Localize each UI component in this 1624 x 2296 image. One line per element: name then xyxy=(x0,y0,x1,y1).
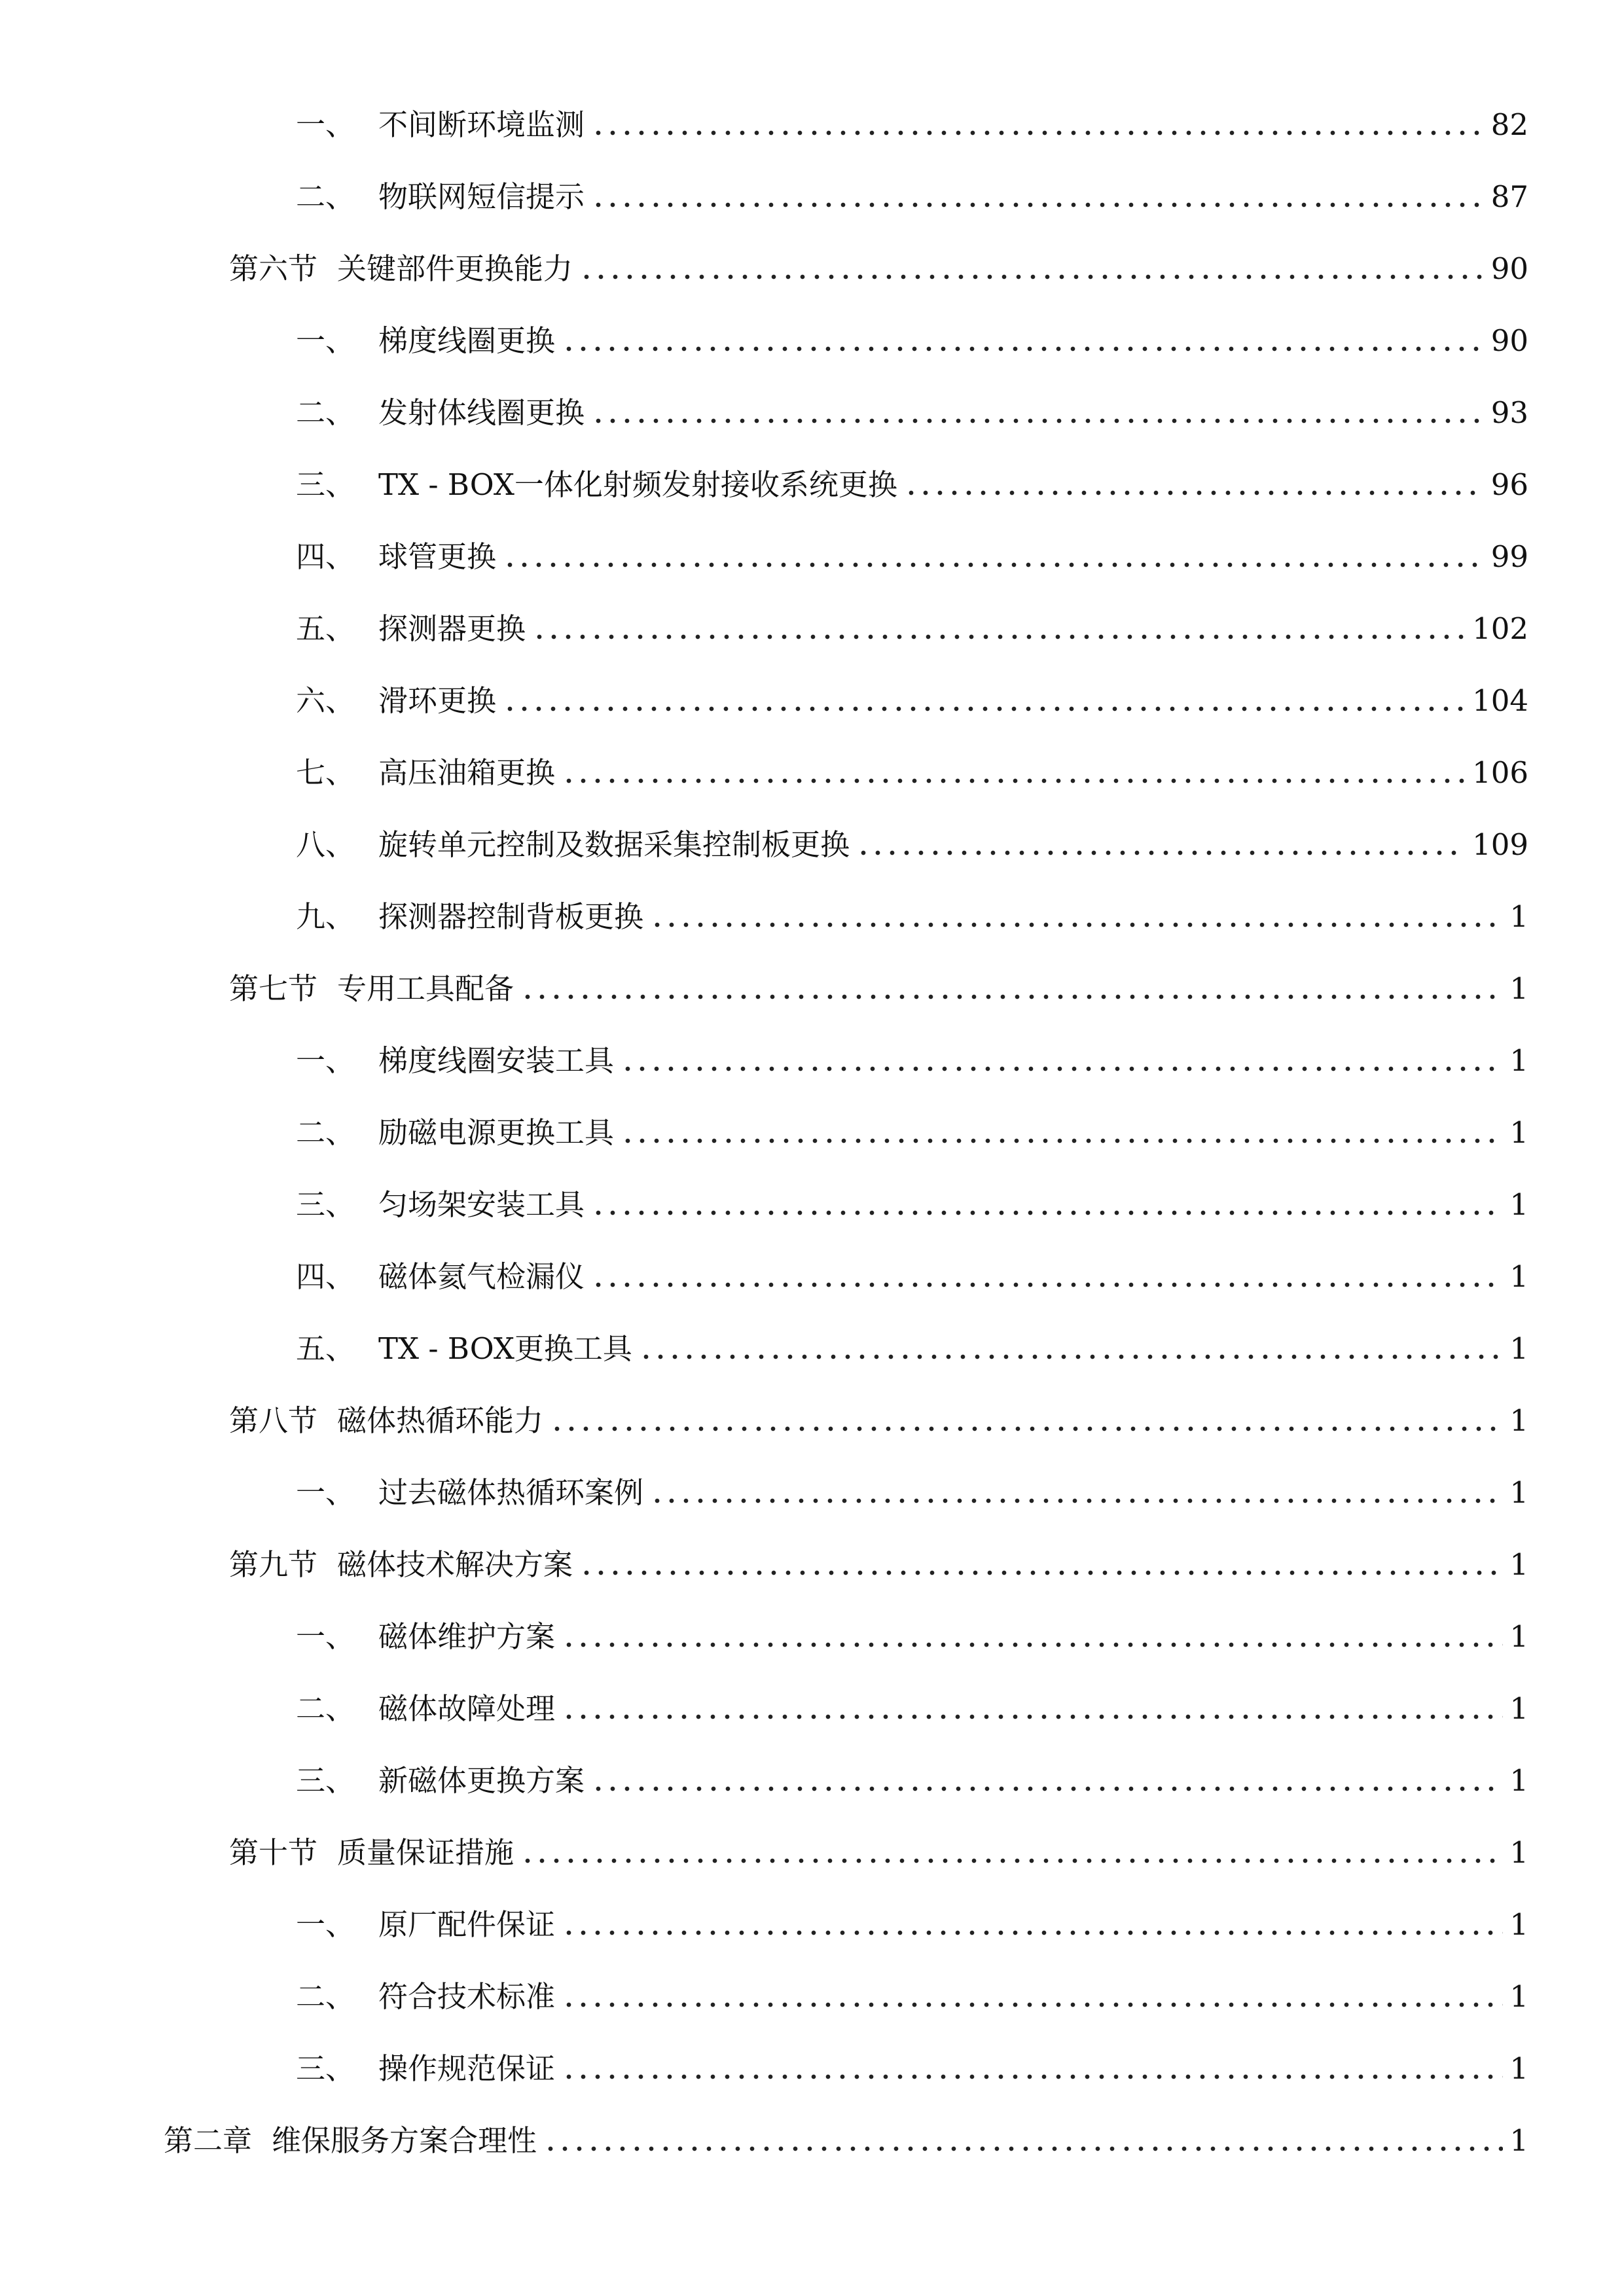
toc-entry-title: 磁体热循环能力 xyxy=(337,1403,544,1438)
toc-entry-title: 探测器控制背板更换 xyxy=(378,899,644,934)
toc-entry-number: 三、 xyxy=(296,467,355,502)
toc-entry-title: 物联网短信提示 xyxy=(378,179,585,214)
toc-entry-page: 1 xyxy=(1509,1547,1528,1582)
dot-leader xyxy=(562,1641,1503,1648)
dot-leader xyxy=(520,1857,1503,1864)
toc-entry-page: 1 xyxy=(1509,2123,1528,2158)
toc-entry-title: 原厂配件保证 xyxy=(378,1907,556,1942)
dot-leader xyxy=(532,634,1466,640)
dot-leader xyxy=(591,130,1485,136)
dot-leader xyxy=(550,1426,1503,1432)
toc-entry-title: 磁体故障处理 xyxy=(378,1691,556,1726)
toc-entry-number: 二、 xyxy=(296,1979,355,2014)
toc-entry-title: 梯度线圈更换 xyxy=(378,323,556,358)
dot-leader xyxy=(650,1498,1503,1504)
toc-entry-page: 96 xyxy=(1490,467,1528,502)
toc-entry-title: 磁体氦气检漏仪 xyxy=(378,1259,585,1294)
dot-leader xyxy=(639,1354,1503,1360)
dot-leader xyxy=(591,1210,1503,1216)
toc-entry-number: 三、 xyxy=(296,1187,355,1222)
toc-entry-title: 过去磁体热循环案例 xyxy=(378,1475,644,1510)
toc-entry-number: 第十节 xyxy=(229,1835,318,1870)
toc-entry-page: 1 xyxy=(1509,1691,1528,1726)
toc-entry-title: 旋转单元控制及数据采集控制板更换 xyxy=(378,827,850,862)
toc-entry-number: 一、 xyxy=(296,1619,355,1654)
dot-leader xyxy=(579,274,1485,280)
toc-entry-number: 二、 xyxy=(296,1115,355,1150)
dot-leader xyxy=(503,706,1466,712)
toc-entry[interactable] xyxy=(229,1820,1528,1872)
toc-entry-title: 新磁体更换方案 xyxy=(378,1763,585,1798)
toc-entry-title: 操作规范保证 xyxy=(378,2051,556,2086)
dot-leader xyxy=(591,1282,1503,1288)
dot-leader xyxy=(621,1066,1503,1072)
dot-leader xyxy=(591,202,1485,208)
toc-entry-page: 109 xyxy=(1472,827,1528,862)
toc-entry-title: 磁体维护方案 xyxy=(378,1619,556,1654)
toc-entry-number: 三、 xyxy=(296,2051,355,2086)
toc-entry-page: 1 xyxy=(1509,971,1528,1006)
toc-entry-title: 球管更换 xyxy=(378,539,497,574)
toc-entry[interactable] xyxy=(296,1316,1528,1368)
toc-entry-number: 二、 xyxy=(296,395,355,430)
toc-entry[interactable] xyxy=(296,1604,1528,1656)
toc-entry-number: 二、 xyxy=(296,179,355,214)
dot-leader xyxy=(503,562,1485,568)
toc-entry-number: 五、 xyxy=(296,1331,355,1366)
toc-entry-title: TX - BOX一体化射频发射接收系统更换 xyxy=(378,467,897,502)
toc-entry-title: 符合技术标准 xyxy=(378,1979,556,2014)
toc-entry-page: 1 xyxy=(1509,2051,1528,2086)
toc-entry[interactable] xyxy=(296,1676,1528,1728)
toc-entry[interactable] xyxy=(164,2108,1528,2160)
toc-entry-page: 1 xyxy=(1509,1979,1528,2014)
toc-entry[interactable] xyxy=(296,164,1528,216)
toc-entry-number: 五、 xyxy=(296,611,355,646)
toc-entry[interactable] xyxy=(296,596,1528,648)
toc-entry-page: 90 xyxy=(1490,251,1528,286)
toc-entry-page: 82 xyxy=(1490,107,1528,142)
toc-entry[interactable] xyxy=(296,1028,1528,1080)
toc-entry-number: 第七节 xyxy=(229,971,318,1006)
toc-entry-page: 1 xyxy=(1509,1403,1528,1438)
toc-entry-page: 1 xyxy=(1509,1763,1528,1798)
toc-entry-number: 一、 xyxy=(296,1043,355,1078)
toc-entry-title: 梯度线圈安装工具 xyxy=(378,1043,615,1078)
dot-leader xyxy=(562,346,1485,352)
dot-leader xyxy=(591,1785,1503,1792)
toc-entry[interactable] xyxy=(296,1172,1528,1224)
dot-leader xyxy=(562,1929,1503,1936)
toc-entry-title: TX - BOX更换工具 xyxy=(378,1331,632,1366)
toc-entry-number: 第六节 xyxy=(229,251,318,286)
toc-entry[interactable] xyxy=(296,1892,1528,1944)
toc-entry-number: 一、 xyxy=(296,323,355,358)
toc-entry[interactable] xyxy=(296,1244,1528,1296)
toc-entry-number: 六、 xyxy=(296,683,355,718)
toc-entry-page: 99 xyxy=(1490,539,1528,574)
toc-entry[interactable] xyxy=(296,524,1528,576)
dot-leader xyxy=(520,994,1503,1000)
toc-entry-number: 四、 xyxy=(296,539,355,574)
toc-entry-title: 质量保证措施 xyxy=(337,1835,514,1870)
toc-entry[interactable] xyxy=(296,308,1528,360)
toc-entry-number: 三、 xyxy=(296,1763,355,1798)
dot-leader xyxy=(621,1138,1503,1144)
toc-entry[interactable] xyxy=(296,1100,1528,1152)
toc-entry[interactable] xyxy=(296,2036,1528,2088)
toc-entry-page: 1 xyxy=(1509,1619,1528,1654)
toc-entry-page: 104 xyxy=(1472,683,1528,718)
toc-entry[interactable] xyxy=(296,380,1528,432)
toc-entry[interactable] xyxy=(296,884,1528,936)
toc-entry[interactable] xyxy=(229,956,1528,1008)
toc-entry[interactable] xyxy=(296,740,1528,792)
toc-entry[interactable] xyxy=(296,452,1528,504)
toc-entry-number: 七、 xyxy=(296,755,355,790)
dot-leader xyxy=(904,490,1485,496)
toc-entry[interactable] xyxy=(296,1460,1528,1512)
toc-entry-page: 106 xyxy=(1472,755,1528,790)
dot-leader xyxy=(591,418,1485,424)
toc-entry-number: 二、 xyxy=(296,1691,355,1726)
toc-entry-title: 高压油箱更换 xyxy=(378,755,556,790)
toc-entry-number: 第八节 xyxy=(229,1403,318,1438)
toc-entry[interactable] xyxy=(229,236,1528,288)
toc-entry-page: 1 xyxy=(1509,1043,1528,1078)
toc-entry-number: 一、 xyxy=(296,1907,355,1942)
toc-entry-title: 专用工具配备 xyxy=(337,971,514,1006)
toc-entry-page: 1 xyxy=(1509,1907,1528,1942)
toc-entry-page: 1 xyxy=(1509,1115,1528,1150)
dot-leader xyxy=(650,922,1503,928)
toc-entry[interactable] xyxy=(229,1532,1528,1584)
toc-entry-number: 九、 xyxy=(296,899,355,934)
toc-entry[interactable] xyxy=(296,812,1528,864)
toc-entry-page: 87 xyxy=(1490,179,1528,214)
toc-entry-title: 匀场架安装工具 xyxy=(378,1187,585,1222)
toc-entry-page: 1 xyxy=(1509,1835,1528,1870)
toc-entry[interactable] xyxy=(296,1748,1528,1800)
toc-entry[interactable] xyxy=(296,668,1528,720)
toc-entry-number: 一、 xyxy=(296,107,355,142)
toc-entry-page: 93 xyxy=(1490,395,1528,430)
dot-leader xyxy=(562,1713,1503,1720)
toc-entry-page: 102 xyxy=(1472,611,1528,646)
toc-entry-number: 四、 xyxy=(296,1259,355,1294)
toc-entry[interactable] xyxy=(229,1388,1528,1440)
toc-entry-title: 励磁电源更换工具 xyxy=(378,1115,615,1150)
toc-entry-title: 磁体技术解决方案 xyxy=(337,1547,573,1582)
dot-leader xyxy=(579,1570,1503,1576)
toc-entry-page: 1 xyxy=(1509,899,1528,934)
dot-leader xyxy=(562,778,1466,784)
toc-entry-title: 探测器更换 xyxy=(378,611,526,646)
toc-entry-title: 滑环更换 xyxy=(378,683,497,718)
toc-entry-page: 1 xyxy=(1509,1187,1528,1222)
toc-entry-title: 维保服务方案合理性 xyxy=(272,2123,537,2158)
toc-entry[interactable] xyxy=(296,92,1528,144)
toc-entry-page: 90 xyxy=(1490,323,1528,358)
dot-leader xyxy=(562,2001,1503,2008)
toc-entry[interactable] xyxy=(296,1964,1528,2016)
dot-leader xyxy=(562,2073,1503,2080)
toc-entry-number: 第二章 xyxy=(164,2123,253,2158)
toc-entry-title: 发射体线圈更换 xyxy=(378,395,585,430)
dot-leader xyxy=(856,850,1466,856)
toc-entry-title: 不间断环境监测 xyxy=(378,107,585,142)
dot-leader xyxy=(543,2145,1503,2152)
toc-entry-number: 一、 xyxy=(296,1475,355,1510)
toc-entry-number: 八、 xyxy=(296,827,355,862)
toc-entry-page: 1 xyxy=(1509,1331,1528,1366)
toc-entry-number: 第九节 xyxy=(229,1547,318,1582)
toc-entry-page: 1 xyxy=(1509,1475,1528,1510)
toc-entry-title: 关键部件更换能力 xyxy=(337,251,573,286)
toc-entry-page: 1 xyxy=(1509,1259,1528,1294)
